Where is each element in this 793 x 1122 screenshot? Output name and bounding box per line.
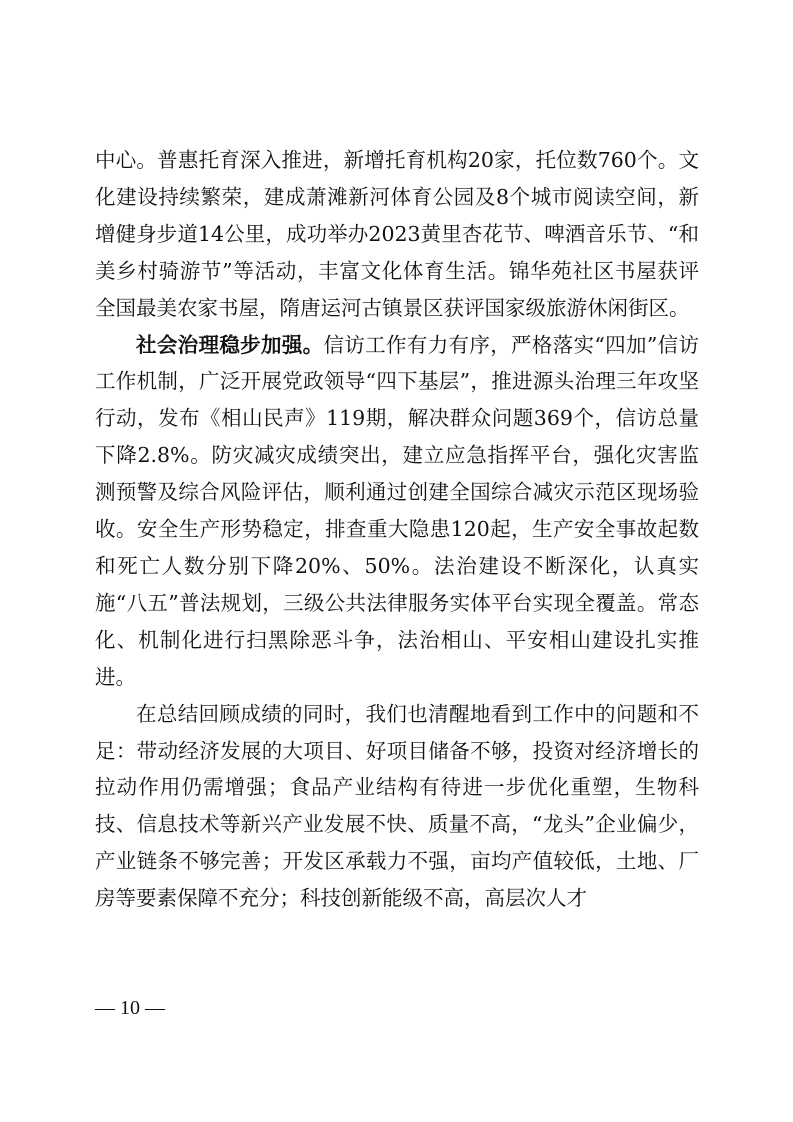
page-number: — 10 — [95,997,165,1019]
paragraph-body: 信访工作有力有序，严格落实“四加”信访工作机制，广泛开展党政领导“四下基层”，推进源头治理三年攻坚行动，发布《相山民声》119期，解决群众问题369个，信访总量下降2.8%。防灾减灾成绩突出，建立应急指挥平台，强化灾害监测预警及综合风险评估，顺利通过创建全国综合减灾示范区现场验收。安全生产形势稳定，排查重大隐患120起，生产安全事故起数和死亡人数分别下降20%、50%。法治建设不断深化，认真实施“八五”普法规划，三级公共法律服务实体平台实现全覆盖。常态化、机制化进行扫黑除恶斗争，法治相山、平安相山建设扎实推进。 [95,332,699,689]
paragraph-problems: 在总结回顾成绩的同时，我们也清醒地看到工作中的问题和不足：带动经济发展的大项目、好项目储备不够，投资对经济增长的拉动作用仍需增强；食品产业结构有待进一步优化重塑，生物科技、信息技术等新兴产业发展不快、质量不高，“龙头”企业偏少，产业链条不够完善；开发区承载力不强，亩均产值较低，土地、厂房等要素保障不充分；科技创新能级不高，高层次人才 [95,701,699,911]
paragraph-social-governance [95,327,699,696]
paragraph-lead-heading: 社会治理稳步加强。 [136,332,324,357]
body-text [95,142,699,917]
paragraph-continuation: 中心。普惠托育深入推进，新增托育机构20家，托位数760个。文化建设持续繁荣，建成萧滩新河体育公园及8个城市阅读空间，新增健身步道14公里，成功举办2023黄里杏花节、啤酒音乐节、“和美乡村骑游节”等活动，丰富文化体育生活。锦华苑社区书屋获评全国最美农家书屋，隋唐运河古镇景区获评国家级旅游休闲街区。 [95,148,699,320]
